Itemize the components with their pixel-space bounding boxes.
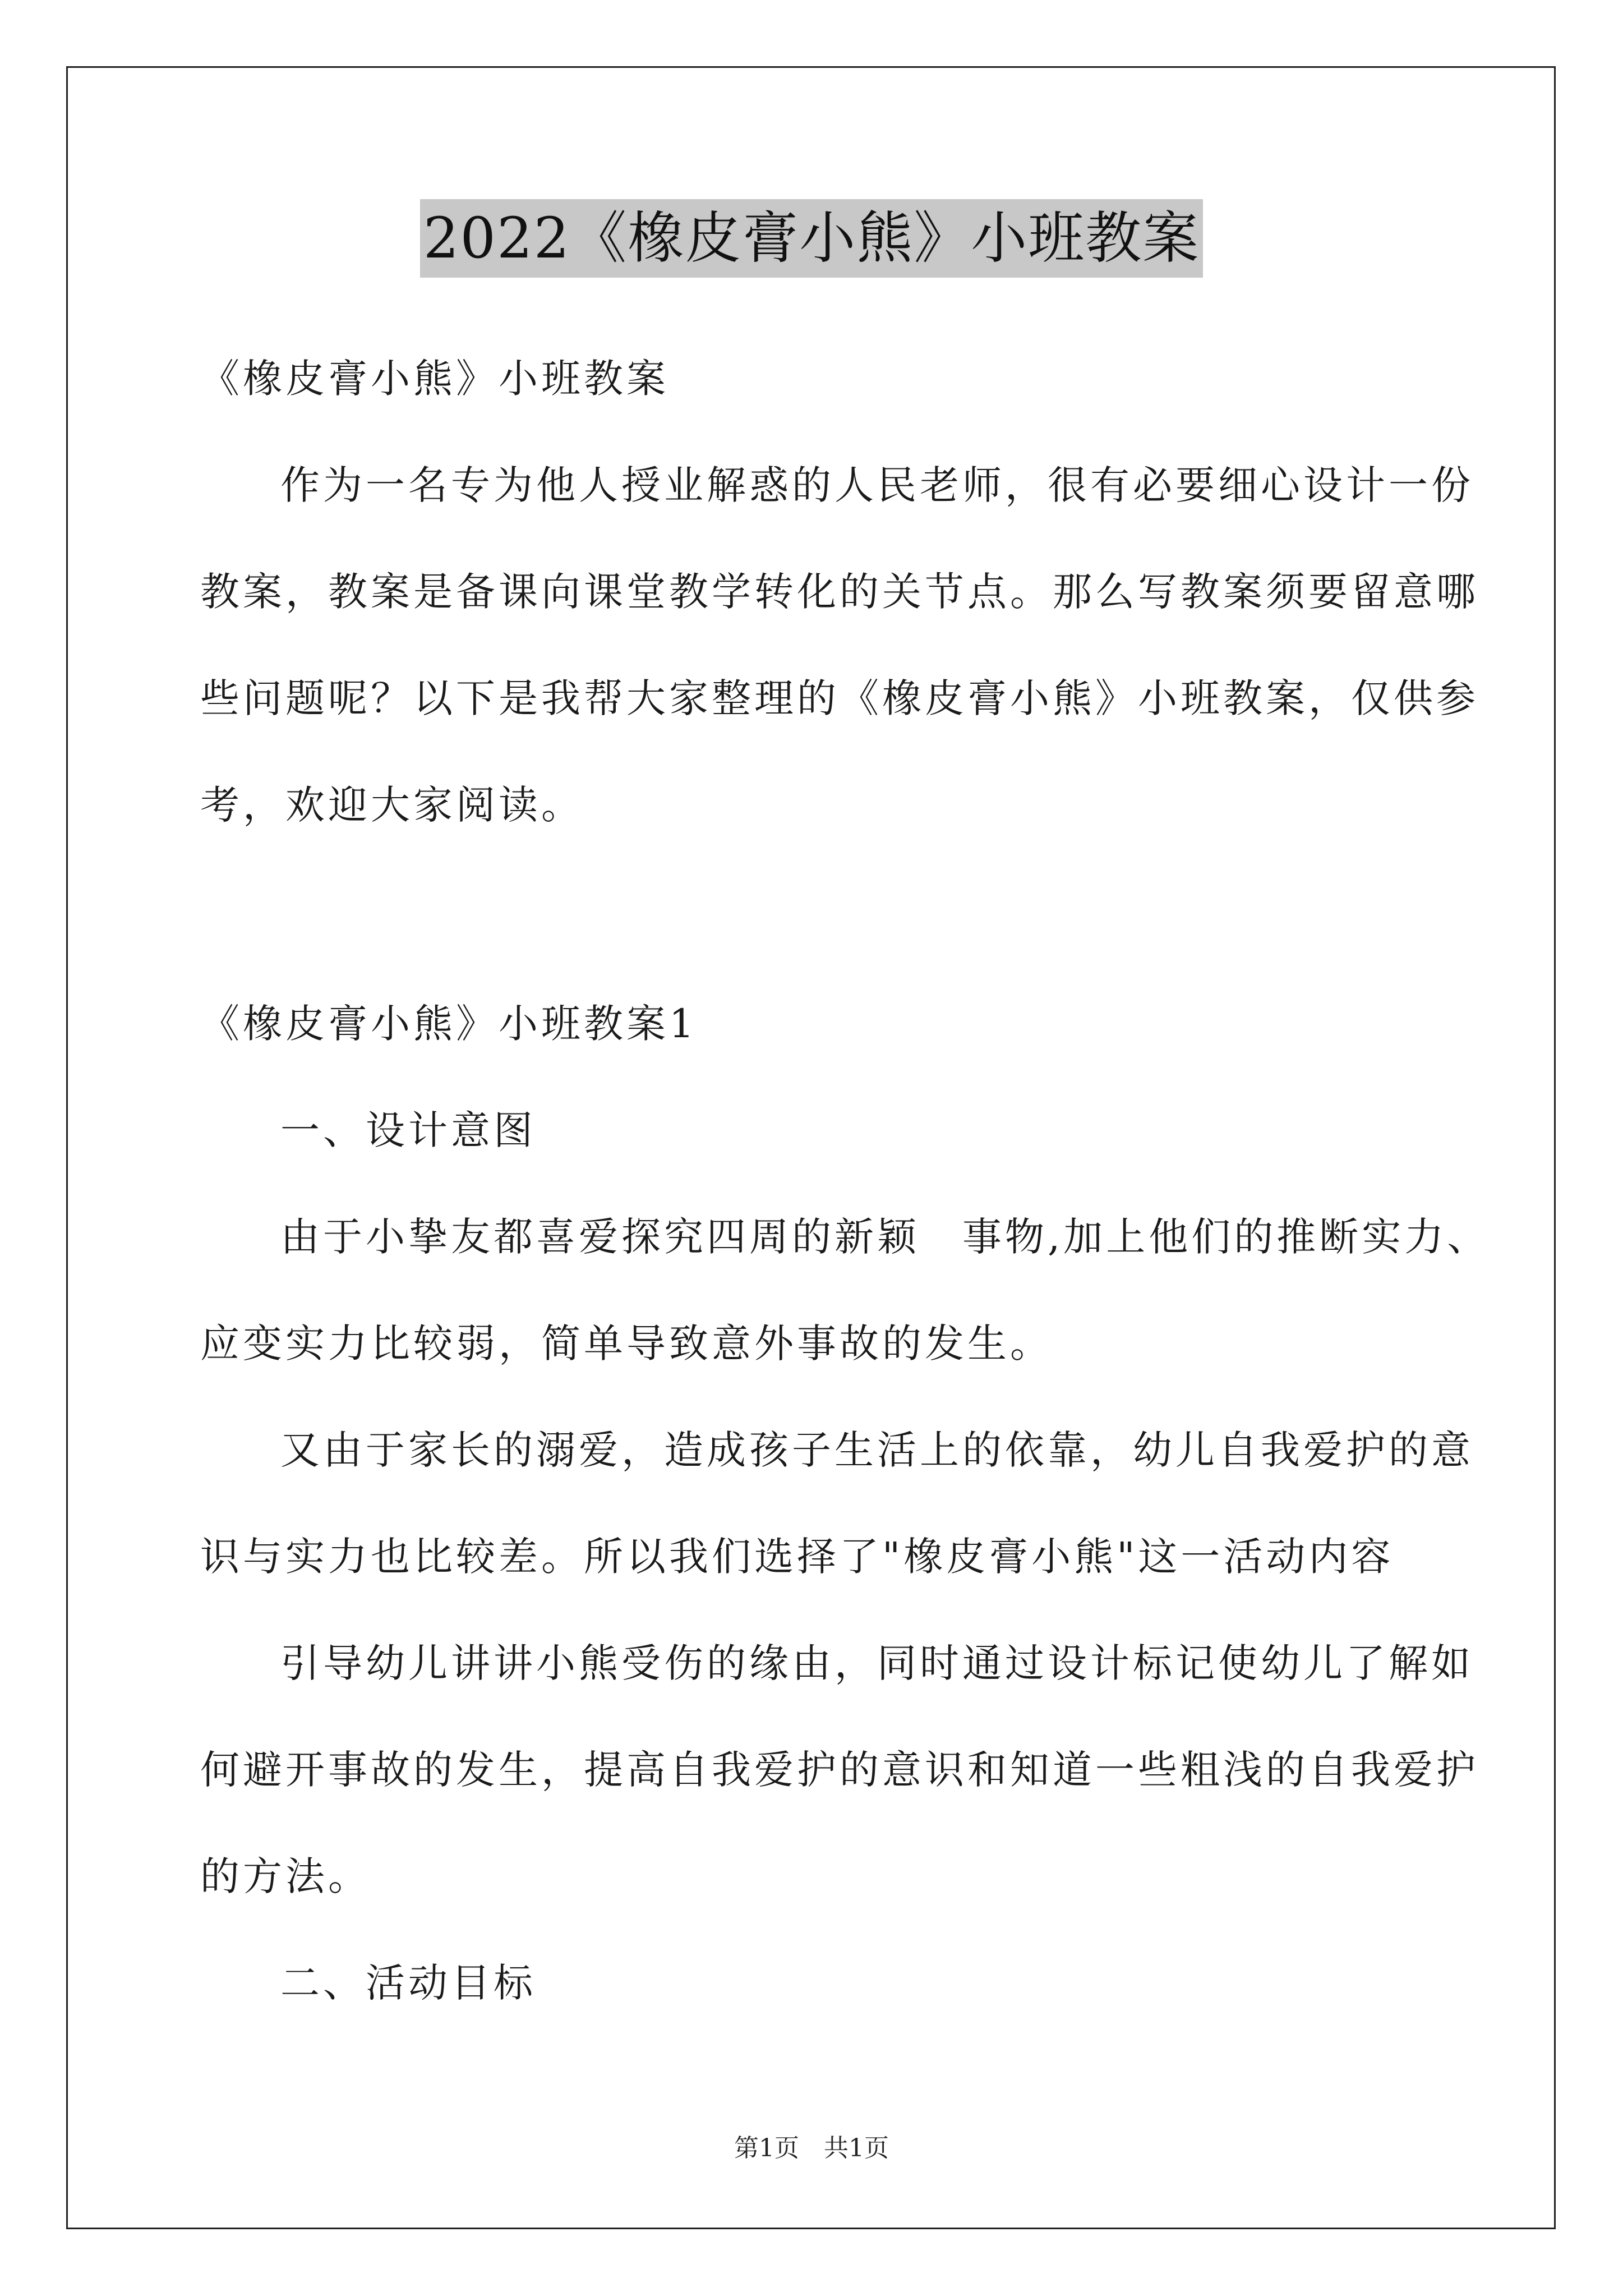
intro-line-1: 作为一名专为他人授业解惑的人民老师，很有必要细心设计一份 [280, 462, 1474, 508]
page-number-footer: 第1页 共1页 [734, 2134, 889, 2162]
title-container [0, 199, 1623, 278]
paragraph-1-line-1: 由于小挚友都喜爱探究四周的新颖 事物,加上他们的推断实力、 [280, 1214, 1490, 1260]
section-1-heading: 《橡皮膏小熊》小班教案1 [200, 1001, 698, 1047]
document-title: 2022《橡皮膏小熊》小班教案 [420, 199, 1204, 278]
document-subtitle: 《橡皮膏小熊》小班教案 [200, 356, 669, 402]
paragraph-1-line-2: 应变实力比较弱，简单导致意外事故的发生。 [200, 1320, 1053, 1366]
intro-line-2: 教案，教案是备课向课堂教学转化的关节点。那么写教案须要留意哪 [200, 569, 1479, 615]
paragraph-2-line-2: 识与实力也比较差。所以我们选择了"橡皮膏小熊"这一活动内容 [200, 1534, 1394, 1580]
paragraph-3-line-1: 引导幼儿讲讲小熊受伤的缘由，同时通过设计标记使幼儿了解如 [280, 1640, 1474, 1686]
part-2-heading: 二、活动目标 [280, 1960, 536, 2006]
part-1-heading: 一、设计意图 [280, 1107, 536, 1153]
paragraph-2-line-1: 又由于家长的溺爱，造成孩子生活上的依靠，幼儿自我爱护的意 [280, 1427, 1474, 1473]
intro-line-3: 些问题呢？以下是我帮大家整理的《橡皮膏小熊》小班教案，仅供参 [200, 675, 1479, 721]
intro-line-4: 考，欢迎大家阅读。 [200, 782, 584, 828]
paragraph-3-line-2: 何避开事故的发生，提高自我爱护的意识和知道一些粗浅的自我爱护 [200, 1747, 1479, 1793]
paragraph-3-line-3: 的方法。 [200, 1853, 371, 1899]
